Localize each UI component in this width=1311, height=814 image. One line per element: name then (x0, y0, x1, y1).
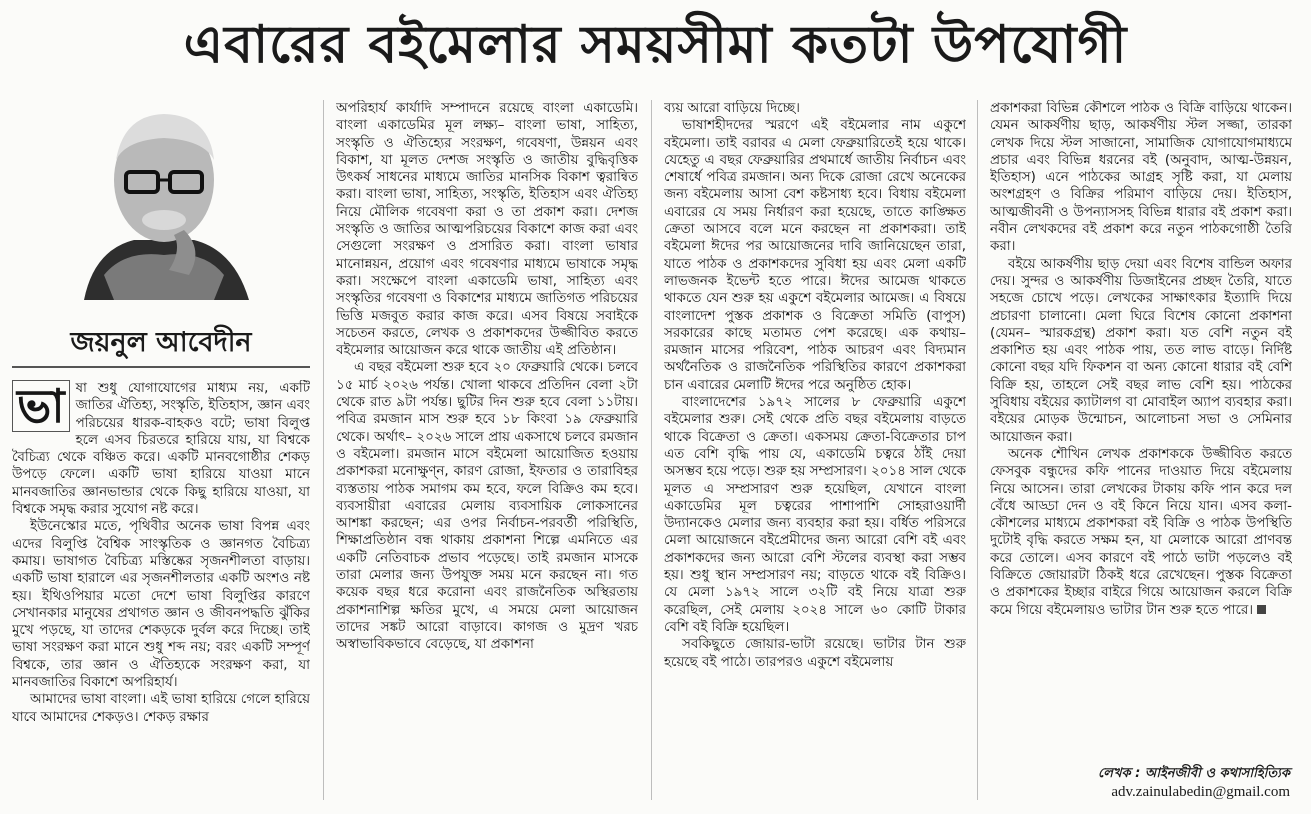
drop-cap: ভা (12, 380, 70, 432)
column-divider (651, 100, 652, 800)
article-column-1 (12, 380, 310, 800)
paragraph: বাংলাদেশের ১৯৭২ সালের ৮ ফেব্রুয়ারি একুশে বইমেলার শুরু। সেই থেকে প্রতি বছর বইমেলায় বাড়তে থাকে বিক্রেতা ও ক্রেতা। একসময় ক্রেতা-বিক্রেতার চাপ এত বেশি বৃদ্ধি পায় যে, একাডেমি চত্বরে ঠাঁই দেয়া অসম্ভব হয়ে পড়ে। শুরু হয় সম্প্রসারণ। ২০১৪ সাল থেকে মূলত এ সম্প্রসারণ শুরু হয়েছিল, যেখানে বাংলা একাডেমির মূল চত্বরের পাশাপাশি সোহরাওয়ার্দী উদ্যানকেও মেলার জন্য ব্যবহার করা হয়। বর্ধিত পরিসরে মেলা আয়োজনে বইপ্রেমীদের জন্য আরো বেশি বই এবং প্রকাশকদের জন্য আরো বেশি স্টলের ব্যবস্থা করা সম্ভব হয়। শুধু স্থান সম্প্রসারণ নয়; বাড়তে থাকে বই বিক্রিও। যে মেলা ১৯৭২ সালে ৩২টি বই নিয়ে যাত্রা শুরু করেছিল, সেই মেলায় ২০২৪ সালে ৬০ কোটি টাকার বেশি বই বিক্রি হয়েছিল। (664, 395, 966, 635)
paragraph: ভাষাশহীদদের স্মরণে এই বইমেলার নাম একুশে বইমেলা। তাই বরাবর এ মেলা ফেব্রুয়ারিতেই হয়ে থাকে। যেহেতু এ বছর ফেব্রুয়ারির প্রথমার্ধে জাতীয় নির্বাচন এবং শেষার্ধে পবিত্র রমজান। অন্য দিকে রোজা রেখে অনেকের জন্য বইমেলায় আসা বেশ কষ্টসাধ্য হবে। বিধায় বইমেলা এবারের যে সময় নির্ধারণ করা হয়েছে, তাতে কাঙ্ক্ষিত ক্রেতা আসবে বলে মনে করছেন না প্রকাশকরা। তাই বইমেলা ঈদের পর আয়োজনের দাবি জানিয়েছেন তারা, যাতে পাঠক ও প্রকাশকদের সুবিধা হয় এবং মেলা একটি লাভজনক ইভেন্ট হতে পারে। ঈদের আমেজ থাকতে থাকতে যেন শুরু হয় একুশে বইমেলার আমেজ। এ বিষয়ে বাংলাদেশ পুস্তক প্রকাশক ও বিক্রেতা সমিতি (বাপুস) সরকারের কাছে মতামত পেশ করেছে। এক কথায়– রমজান মাসের পরিবেশ, পাঠক আচরণ এবং বিদ্যমান অর্থনৈতিক ও রাজনৈতিক পরিস্থিতির কারণে প্রকাশকরা চান এবারের মেলাটি ঈদের পরে অনুষ্ঠিত হোক। (664, 118, 966, 393)
paragraph: আমাদের ভাষা বাংলা। এই ভাষা হারিয়ে গেলে হারিয়ে যাবে আমাদের শেকড়ও। শেকড় রক্ষার (12, 692, 310, 725)
article-column-4 (990, 100, 1292, 760)
author-divider (12, 366, 310, 368)
paragraph: বইয়ে আকর্ষণীয় ছাড় দেয়া এবং বিশেষ বান্ডিল অফার দেয়। সুন্দর ও আকর্ষণীয় ডিজাইনের প্রচ্ছদ তৈরি, যাতে সহজে চোখে পড়ে। লেখকের সাক্ষাৎকার ইত্যাদি দিয়ে প্রচারণা চালানো। মেলা ঘিরে বিশেষ কোনো প্রকাশনা (যেমন– স্মারকগ্রন্থ) প্রকাশ করা। যত বেশি নতুন বই প্রকাশিত হয় এবং পাঠক পায়, তত লাভ বাড়ে। নির্দিষ্ট কোনো বছর যদি ফিকশন বা অন্য কোনো ধারার বই বেশি বিক্রি হয়, তাহলে সেই বছর লাভ বেশি হয়। পাঠকের সুবিধায় বইয়ের ক্যাটালগ বা মোবাইল অ্যাপ ব্যবহার করা। বইয়ের মোড়ক উন্মোচন, আলোচনা সভা ও সেমিনার আয়োজন করা। (990, 256, 1292, 445)
paragraph (12, 380, 310, 518)
column-divider (323, 100, 324, 800)
paragraph (990, 446, 1292, 619)
end-mark-icon (1257, 605, 1266, 614)
author-box (12, 96, 310, 368)
paragraph: ইউনেস্কোর মতে, পৃথিবীর অনেক ভাষা বিপন্ন এবং এদের বিলুপ্তি বৈশ্বিক সাংস্কৃতিক ও জ্ঞানগত বৈচিত্র্য কমায়। ভাষাগত বৈচিত্র্য মস্তিষ্কের সৃজনশীলতা বাড়ায়। একটি ভাষা হারালে এর সৃজনশীলতার একটি অংশও নষ্ট হয়। ইথিওপিয়ার মতো দেশে ভাষা বিলুপ্তির কারণে সেখানকার মানুষের প্রথাগত জ্ঞান ও জীবনপদ্ধতি ঝুঁকির মুখে পড়ছে, যা তাদের শেকড়কে দুর্বল করে দিচ্ছে। তাই ভাষা সংরক্ষণ করা মানে শুধু শব্দ নয়; বরং একটি সম্পূর্ণ বিশ্বকে, তার জ্ঞান ও ঐতিহ্যকে সংরক্ষণ করা, যা মানবজাতির বিকাশে অপরিহার্য। (12, 519, 310, 691)
paragraph: এ বছর বইমেলা শুরু হবে ২০ ফেব্রুয়ারি থেকে। চলবে ১৫ মার্চ ২০২৬ পর্যন্ত। খোলা থাকবে প্রতিদিন বেলা ২টা থেকে রাত ৯টা পর্যন্ত। ছুটির দিন শুরু হবে বেলা ১১টায়। পবিত্র রমজান মাস শুরু হবে ১৮ কিংবা ১৯ ফেব্রুয়ারি থেকে। অর্থাৎ– ২০২৬ সালে প্রায় একসাথে চলবে রমজান ও বইমেলা। রমজান মাসে বইমেলা আয়োজিত হওয়ায় প্রকাশকরা মনোক্ষুণ্ন, কারণ রোজা, ইফতার ও তারাবিহর ব্যস্ততায় পাঠক সমাগম কম হবে, ফলে বিক্রিও কম হবে। ব্যবসায়ীরা এবারের মেলায় ব্যবসায়িক লোকসানের আশঙ্কা করছেন; এর ওপর নির্বাচন-পরবর্তী পরিস্থিতি, শিক্ষাপ্রতিষ্ঠান বন্ধ থাকায় প্রকাশনা শিল্পে এমনিতে এর একটি নেতিবাচক প্রভাব পড়েছে। তাই রমজান মাসকে তারা মেলার জন্য উপযুক্ত সময় মনে করছেন না। গত কয়েক বছর ধরে করোনা এবং রাজনৈতিক অস্থিরতায় প্রকাশনাশিল্প ক্ষতির মুখে, এ সময়ে মেলা আয়োজন তাদের সঙ্কট আরো বাড়াবে। কাগজ ও মুদ্রণ খরচ অস্বাভাবিকভাবে বেড়েছে, যা প্রকাশনা (336, 360, 638, 653)
paragraph: প্রকাশকরা বিভিন্ন কৌশলে পাঠক ও বিক্রি বাড়িয়ে থাকেন। যেমন আকর্ষণীয় ছাড়, আকর্ষণীয় স্টল সজ্জা, তারকা লেখক দিয়ে স্টল সাজানো, সামাজিক যোগাযোগমাধ্যমে প্রচার এবং বিভিন্ন ধরনের বই (অনুবাদ, আত্ম-উন্নয়ন, ইতিহাস) এনে পাঠকের আগ্রহ সৃষ্টি করা, যা মেলায় অংশগ্রহণ ও বিক্রির পরিমাণ বাড়িয়ে দেয়। ইতিহাস, আত্মজীবনী ও উপন্যাসসহ বিভিন্ন ধারার বই প্রকাশ করা। নবীন লেখকদের বই প্রকাশ করে নতুন পাঠকগোষ্ঠী তৈরি করা। (990, 101, 1292, 255)
author-email[interactable]: adv.zainulabedin@gmail.com (1111, 784, 1290, 800)
column-divider (977, 100, 978, 800)
paragraph-text: ষা শুধু যোগাযোগের মাধ্যম নয়, একটি জাতির ঐতিহ্য, সংস্কৃতি, ইতিহাস, জ্ঞান এবং পরিচয়ের ধারক-বাহকও বটে; ভাষা বিলুপ্ত হলে এসব চিরতরে হারিয়ে যায়, যা বিশ্বকে বৈচিত্র্য থেকে বঞ্চিত করে। একটি মানবগোষ্ঠীর শেকড় উপড়ে ফেলে। একটি ভাষা হারিয়ে যাওয়া মানে মানবজাতির জ্ঞানভান্ডার থেকে কিছু হারিয়ে যাওয়া, যা বিশ্বকে সমৃদ্ধ করার সুযোগ নষ্ট করে। (12, 381, 310, 518)
author-portrait (64, 100, 264, 310)
paragraph: ব্যয় আরো বাড়িয়ে দিচ্ছে। (664, 101, 800, 116)
article-column-3 (664, 100, 966, 806)
article-column-2 (336, 100, 638, 806)
paragraph: অপরিহার্য কার্যাদি সম্পাদনে রয়েছে বাংলা একাডেমি। বাংলা একাডেমির মূল লক্ষ্য– বাংলা ভাষা, সাহিত্য, সংস্কৃতি ও ঐতিহ্যের সংরক্ষণ, গবেষণা, উন্নয়ন এবং বিকাশ, যা মূলত দেশজ সংস্কৃতি ও জাতীয় বুদ্ধিবৃত্তিক উৎকর্ষ সাধনের মাধ্যমে জাতির মানসিক বিকাশ ত্বরান্বিত করা। বাংলা ভাষা, সাহিত্য, সংস্কৃতি, ইতিহাস এবং ঐতিহ্য নিয়ে মৌলিক গবেষণা করা ও তা প্রকাশ করা। দেশজ সংস্কৃতি ও জাতির আত্মপরিচয়ের বিকাশে কাজ করা এবং সেগুলো সংরক্ষণ ও প্রসারিত করা। বাংলা ভাষার মানোন্নয়ন, প্রয়োগ এবং গবেষণার মাধ্যমে ভাষাকে সমৃদ্ধ করা। সংক্ষেপে বাংলা একাডেমি ভাষা, সাহিত্য এবং সংস্কৃতির গবেষণা ও বিকাশের মাধ্যমে জাতিগত পরিচয়ের ভিত্তি মজবুত করার কাজ করে। এসব বিষয়ে সবাইকে সচেতন করতে, লেখক ও প্রকাশকদের উজ্জীবিত করতে বইমেলার আয়োজন করে থাকে জাতীয় এই প্রতিষ্ঠান। (336, 101, 638, 359)
paragraph: সবকিছুতে জোয়ার-ভাটা রয়েছে। ভাটার টান শুরু হয়েছে বই পাঠে। তারপরও একুশে বইমেলায় (664, 637, 966, 670)
author-name: জয়নুল আবেদীন (70, 327, 252, 358)
writer-credit: লেখক : আইনজীবী ও কথাসাহিত্যিক (1098, 766, 1290, 781)
paragraph-text: অনেক শৌখিন লেখক প্রকাশককে উজ্জীবিত করতে ফেসবুক বন্ধুদের কফি পানের দাওয়াত দিয়ে বইমেলায় নিয়ে আসেন। তারা লেখকের টাকায় কফি পান করে দল বেঁধে আড্ডা দেন ও বই কিনে নিয়ে যান। এসব কলা-কৌশলের মাধ্যমে প্রকাশকরা বই বিক্রি ও পাঠক উপস্থিতি দুটোই বৃদ্ধি করতে সক্ষম হন, যা মেলাকে আরো প্রাণবন্ত করে তোলে। এসব কারণে বই পাঠে ভাটা পড়লেও বই বিক্রিতে জোয়ারটা ঠিকই ধরে রেখেছেন। পুস্তক বিক্রেতা ও প্রকাশকের ইচ্ছার বাইরে গিয়ে আয়োজন করলে বিক্রি কমে গিয়ে বইমেলায়ও ভাটার টান শুরু হতে পারে। (990, 446, 1292, 618)
headline: এবারের বইমেলার সময়সীমা কতটা উপযোগী (183, 15, 1128, 75)
